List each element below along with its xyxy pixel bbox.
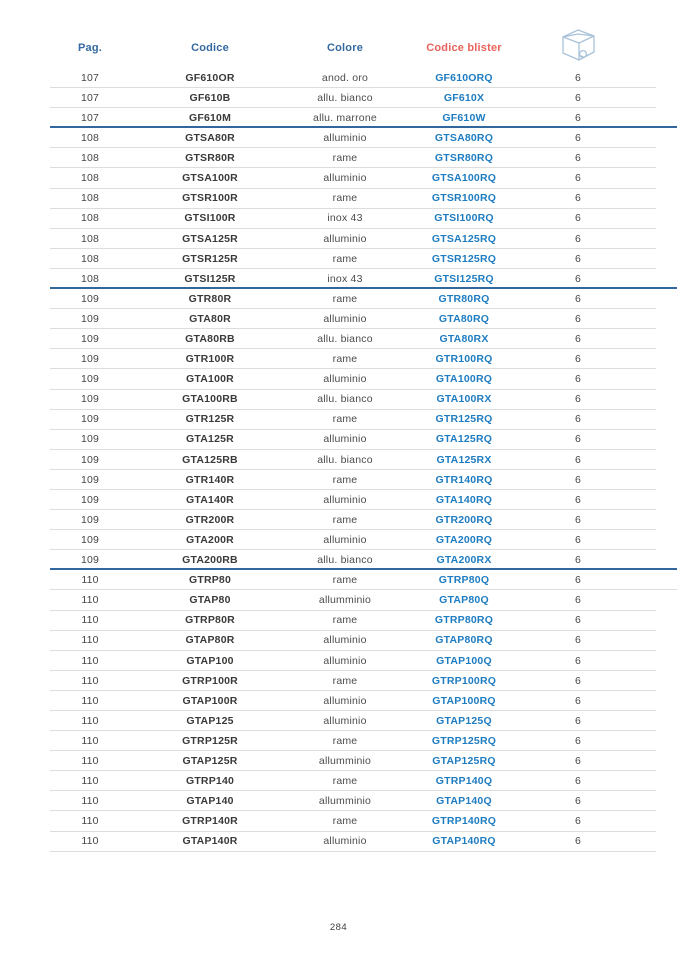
cell-qty: 6 (574, 312, 582, 325)
cell-codice: GTAP100R (182, 694, 238, 707)
table-row (0, 289, 677, 309)
cell-codice: GTRP80R (185, 614, 235, 627)
cell-codice: GTR80R (188, 292, 232, 305)
table-row (0, 209, 677, 229)
table-row (0, 550, 677, 570)
cell-qty: 6 (574, 433, 582, 446)
cell-codice: GTA140R (186, 493, 234, 506)
table-row (0, 390, 677, 410)
cell-blister: GTAP140Q (436, 795, 492, 808)
table-row (0, 570, 677, 590)
cell-pag: 110 (81, 795, 99, 808)
column-header-pag: Pag. (77, 42, 103, 54)
cell-qty: 6 (574, 272, 582, 285)
cell-colore: rame (332, 473, 358, 486)
cell-colore: alluminio (323, 634, 367, 647)
cell-codice: GTAP80R (185, 634, 235, 647)
cell-qty: 6 (574, 554, 582, 567)
table-row (0, 510, 677, 530)
table-row (0, 269, 677, 289)
cell-pag: 110 (81, 815, 99, 828)
cell-qty: 6 (574, 91, 582, 104)
cell-codice: GTSA100R (182, 172, 238, 185)
cell-pag: 107 (80, 91, 100, 104)
cell-pag: 108 (80, 172, 100, 185)
table-row (0, 68, 677, 88)
row-separator (50, 851, 656, 852)
cell-codice: GTSI100R (184, 212, 236, 225)
cell-qty: 6 (574, 734, 582, 747)
cell-colore: anod. oro (321, 71, 369, 84)
cell-codice: GTR140R (185, 473, 235, 486)
cell-colore: allu. bianco (317, 453, 373, 466)
cell-codice: GTR100R (185, 353, 235, 366)
cell-qty: 6 (574, 393, 582, 406)
cell-blister: GTA125RX (436, 453, 492, 466)
cell-codice: GTSR80R (185, 152, 235, 165)
column-header-qty (528, 29, 628, 67)
cell-blister: GTA100RQ (435, 373, 493, 386)
cell-codice: GTRP125R (182, 734, 238, 747)
cell-codice: GTSR100R (182, 192, 238, 205)
cell-colore: alluminio (323, 433, 367, 446)
cell-blister: GTA100RX (436, 393, 492, 406)
table-row (0, 450, 677, 470)
table-row (0, 590, 677, 610)
cell-blister: GTAP100Q (436, 654, 492, 667)
table-row (0, 349, 677, 369)
table-row (0, 410, 677, 430)
cell-qty: 6 (574, 674, 582, 687)
cell-blister: GTSR100RQ (431, 192, 497, 205)
cell-colore: inox 43 (327, 212, 363, 225)
cell-colore: alluminio (323, 714, 367, 727)
table-row (0, 329, 677, 349)
cell-colore: rame (332, 192, 358, 205)
table-row (0, 631, 677, 651)
table-row (0, 791, 677, 811)
cell-colore: alluminio (323, 132, 367, 145)
cell-pag: 110 (81, 594, 99, 607)
table-row (0, 671, 677, 691)
cell-colore: alluminio (323, 654, 367, 667)
cell-pag: 109 (80, 373, 100, 386)
cell-qty: 6 (574, 654, 582, 667)
cell-pag: 109 (80, 453, 100, 466)
table-row (0, 88, 677, 108)
cell-blister: GTRP140RQ (431, 815, 497, 828)
table-body (0, 68, 677, 852)
cell-blister: GTAP100RQ (432, 694, 496, 707)
cell-blister: GTA200RQ (435, 533, 493, 546)
cell-codice: GTRP80 (188, 574, 232, 587)
cell-codice: GTA200R (186, 533, 234, 546)
table-row (0, 731, 677, 751)
table-row (0, 128, 677, 148)
cell-colore: inox 43 (327, 272, 363, 285)
table-row (0, 148, 677, 168)
cell-blister: GTR80RQ (438, 292, 490, 305)
cell-colore: rame (332, 413, 358, 426)
cell-blister: GTSA100RQ (431, 172, 497, 185)
cell-colore: rame (332, 513, 358, 526)
cell-codice: GF610OR (185, 71, 235, 84)
cell-pag: 110 (81, 694, 99, 707)
cell-codice: GTRP100R (182, 674, 238, 687)
cell-colore: alluminio (323, 312, 367, 325)
cell-blister: GTAP80RQ (435, 634, 493, 647)
table-row (0, 711, 677, 731)
cell-pag: 109 (80, 413, 100, 426)
catalog-table (0, 28, 677, 852)
table-row (0, 490, 677, 510)
cell-qty: 6 (574, 353, 582, 366)
cell-blister: GTSI125RQ (434, 272, 494, 285)
cell-blister: GTAP125Q (436, 714, 492, 727)
cell-pag: 109 (80, 292, 100, 305)
cell-pag: 108 (80, 192, 100, 205)
cell-codice: GTAP140R (182, 835, 238, 848)
cell-pag: 109 (80, 433, 100, 446)
cell-codice: GTA100RB (182, 393, 238, 406)
cell-pag: 110 (81, 835, 99, 848)
cell-colore: rame (332, 574, 358, 587)
cell-colore: alluminio (323, 172, 367, 185)
cell-colore: allu. bianco (317, 393, 373, 406)
cell-colore: rame (332, 353, 358, 366)
cell-qty: 6 (574, 152, 582, 165)
cell-codice: GTA200RB (182, 554, 238, 567)
cell-qty: 6 (574, 714, 582, 727)
cell-blister: GTAP125RQ (432, 754, 496, 767)
cell-colore: alluminio (323, 835, 367, 848)
column-header-colore: Colore (326, 42, 364, 54)
cell-colore: rame (332, 152, 358, 165)
cell-pag: 110 (81, 614, 99, 627)
cell-qty: 6 (574, 694, 582, 707)
cell-codice: GTAP80 (189, 594, 231, 607)
cell-codice: GTAP125 (186, 714, 234, 727)
table-row (0, 651, 677, 671)
table-row (0, 229, 677, 249)
cell-codice: GTA80RB (185, 333, 235, 346)
cell-pag: 108 (80, 232, 100, 245)
cell-qty: 6 (574, 413, 582, 426)
cell-qty: 6 (574, 232, 582, 245)
cell-qty: 6 (574, 252, 582, 265)
table-row (0, 249, 677, 269)
cell-pag: 108 (80, 212, 100, 225)
cell-blister: GTRP80RQ (434, 614, 494, 627)
cell-colore: rame (332, 815, 358, 828)
cell-blister: GTAP80Q (439, 594, 489, 607)
cell-blister: GTSI100RQ (434, 212, 494, 225)
cell-codice: GTSR125R (182, 252, 238, 265)
cell-blister: GTSR125RQ (431, 252, 497, 265)
cell-qty: 6 (574, 373, 582, 386)
cell-codice: GTA125R (186, 433, 234, 446)
cell-pag: 110 (81, 654, 99, 667)
cell-qty: 6 (574, 574, 582, 587)
cell-pag: 109 (80, 554, 100, 567)
table-row (0, 611, 677, 631)
cell-colore: rame (332, 252, 358, 265)
cell-codice: GTSI125R (184, 272, 236, 285)
cell-qty: 6 (574, 594, 582, 607)
cell-pag: 108 (80, 252, 100, 265)
cell-codice: GTR200R (185, 513, 235, 526)
cell-blister: GTAP140RQ (432, 835, 496, 848)
cell-blister: GTR100RQ (435, 353, 493, 366)
cell-pag: 110 (81, 634, 99, 647)
cell-pag: 110 (81, 714, 99, 727)
cell-colore: allu. bianco (317, 91, 373, 104)
cell-codice: GTRP140 (185, 775, 235, 788)
cell-pag: 110 (81, 754, 99, 767)
cell-blister: GTSA125RQ (431, 232, 497, 245)
cell-blister: GTA80RQ (438, 312, 490, 325)
table-header-row (0, 28, 677, 68)
cell-qty: 6 (574, 533, 582, 546)
cell-codice: GF610B (189, 91, 231, 104)
cell-pag: 109 (80, 533, 100, 546)
table-row (0, 108, 677, 128)
cell-pag: 110 (81, 574, 99, 587)
cell-blister: GTSR80RQ (434, 152, 494, 165)
cell-blister: GTR125RQ (435, 413, 493, 426)
cell-colore: allu. marrone (313, 111, 377, 124)
cell-qty: 6 (574, 754, 582, 767)
column-header-codice: Codice (191, 42, 229, 54)
cell-codice: GTRP140R (182, 815, 238, 828)
cell-codice: GTA80R (189, 312, 231, 325)
cell-blister: GTSA80RQ (434, 132, 494, 145)
table-row (0, 168, 677, 188)
table-row (0, 309, 677, 329)
cell-colore: allumminio (318, 594, 372, 607)
cell-codice: GTA100R (186, 373, 234, 386)
table-row (0, 470, 677, 490)
footer-page-number: 284 (329, 922, 348, 933)
cell-colore: alluminio (323, 232, 367, 245)
cell-pag: 107 (80, 111, 100, 124)
cell-blister: GF610X (443, 91, 485, 104)
cell-pag: 109 (80, 353, 100, 366)
cell-colore: allumminio (318, 754, 372, 767)
cell-codice: GTAP140 (186, 795, 234, 808)
cell-codice: GTSA125R (182, 232, 238, 245)
cell-blister: GTR200RQ (435, 513, 493, 526)
cell-blister: GTA80RX (439, 333, 489, 346)
cell-qty: 6 (574, 473, 582, 486)
cell-codice: GTR125R (185, 413, 235, 426)
cell-pag: 110 (81, 674, 99, 687)
cell-pag: 108 (80, 272, 100, 285)
cell-pag: 110 (81, 734, 99, 747)
cell-qty: 6 (574, 453, 582, 466)
cell-qty: 6 (574, 614, 582, 627)
cell-qty: 6 (574, 493, 582, 506)
cell-pag: 109 (80, 493, 100, 506)
package-box-icon (556, 29, 600, 67)
cell-pag: 109 (80, 333, 100, 346)
cell-qty: 6 (574, 172, 582, 185)
cell-pag: 109 (80, 473, 100, 486)
table-row (0, 832, 677, 852)
table-row (0, 771, 677, 791)
cell-codice: GTA125RB (182, 453, 238, 466)
cell-qty: 6 (574, 835, 582, 848)
cell-blister: GTR140RQ (435, 473, 493, 486)
cell-blister: GTRP125RQ (431, 734, 497, 747)
table-row (0, 751, 677, 771)
cell-pag: 109 (80, 393, 100, 406)
cell-qty: 6 (574, 212, 582, 225)
cell-qty: 6 (574, 71, 582, 84)
cell-qty: 6 (574, 333, 582, 346)
cell-blister: GTRP100RQ (431, 674, 497, 687)
cell-colore: rame (332, 674, 358, 687)
cell-pag: 109 (80, 312, 100, 325)
cell-blister: GTA140RQ (435, 493, 493, 506)
cell-pag: 110 (81, 775, 99, 788)
cell-colore: rame (332, 775, 358, 788)
cell-colore: rame (332, 292, 358, 305)
cell-pag: 108 (80, 132, 100, 145)
cell-blister: GF610ORQ (435, 71, 493, 84)
cell-colore: allu. bianco (317, 333, 373, 346)
cell-qty: 6 (574, 775, 582, 788)
cell-colore: alluminio (323, 373, 367, 386)
table-row (0, 369, 677, 389)
cell-qty: 6 (574, 111, 582, 124)
cell-qty: 6 (574, 132, 582, 145)
cell-pag: 109 (80, 513, 100, 526)
cell-qty: 6 (574, 634, 582, 647)
cell-colore: allumminio (318, 795, 372, 808)
cell-colore: alluminio (323, 493, 367, 506)
cell-blister: GTRP80Q (438, 574, 490, 587)
cell-codice: GF610M (188, 111, 232, 124)
cell-qty: 6 (574, 795, 582, 808)
cell-colore: alluminio (323, 533, 367, 546)
cell-colore: allu. bianco (317, 554, 373, 567)
table-row (0, 530, 677, 550)
cell-qty: 6 (574, 815, 582, 828)
cell-colore: alluminio (323, 694, 367, 707)
table-row (0, 189, 677, 209)
cell-codice: GTAP100 (186, 654, 234, 667)
cell-qty: 6 (574, 513, 582, 526)
cell-codice: GTAP125R (182, 754, 238, 767)
cell-colore: rame (332, 614, 358, 627)
cell-blister: GTA125RQ (435, 433, 493, 446)
column-header-codice-blister: Codice blister (426, 42, 502, 54)
cell-qty: 6 (574, 192, 582, 205)
cell-colore: rame (332, 734, 358, 747)
cell-blister: GF610W (442, 111, 486, 124)
table-row (0, 430, 677, 450)
table-row (0, 811, 677, 831)
cell-blister: GTA200RX (436, 554, 492, 567)
cell-pag: 108 (80, 152, 100, 165)
cell-pag: 107 (80, 71, 100, 84)
cell-codice: GTSA80R (185, 132, 235, 145)
table-row (0, 691, 677, 711)
cell-qty: 6 (574, 292, 582, 305)
cell-blister: GTRP140Q (435, 775, 493, 788)
